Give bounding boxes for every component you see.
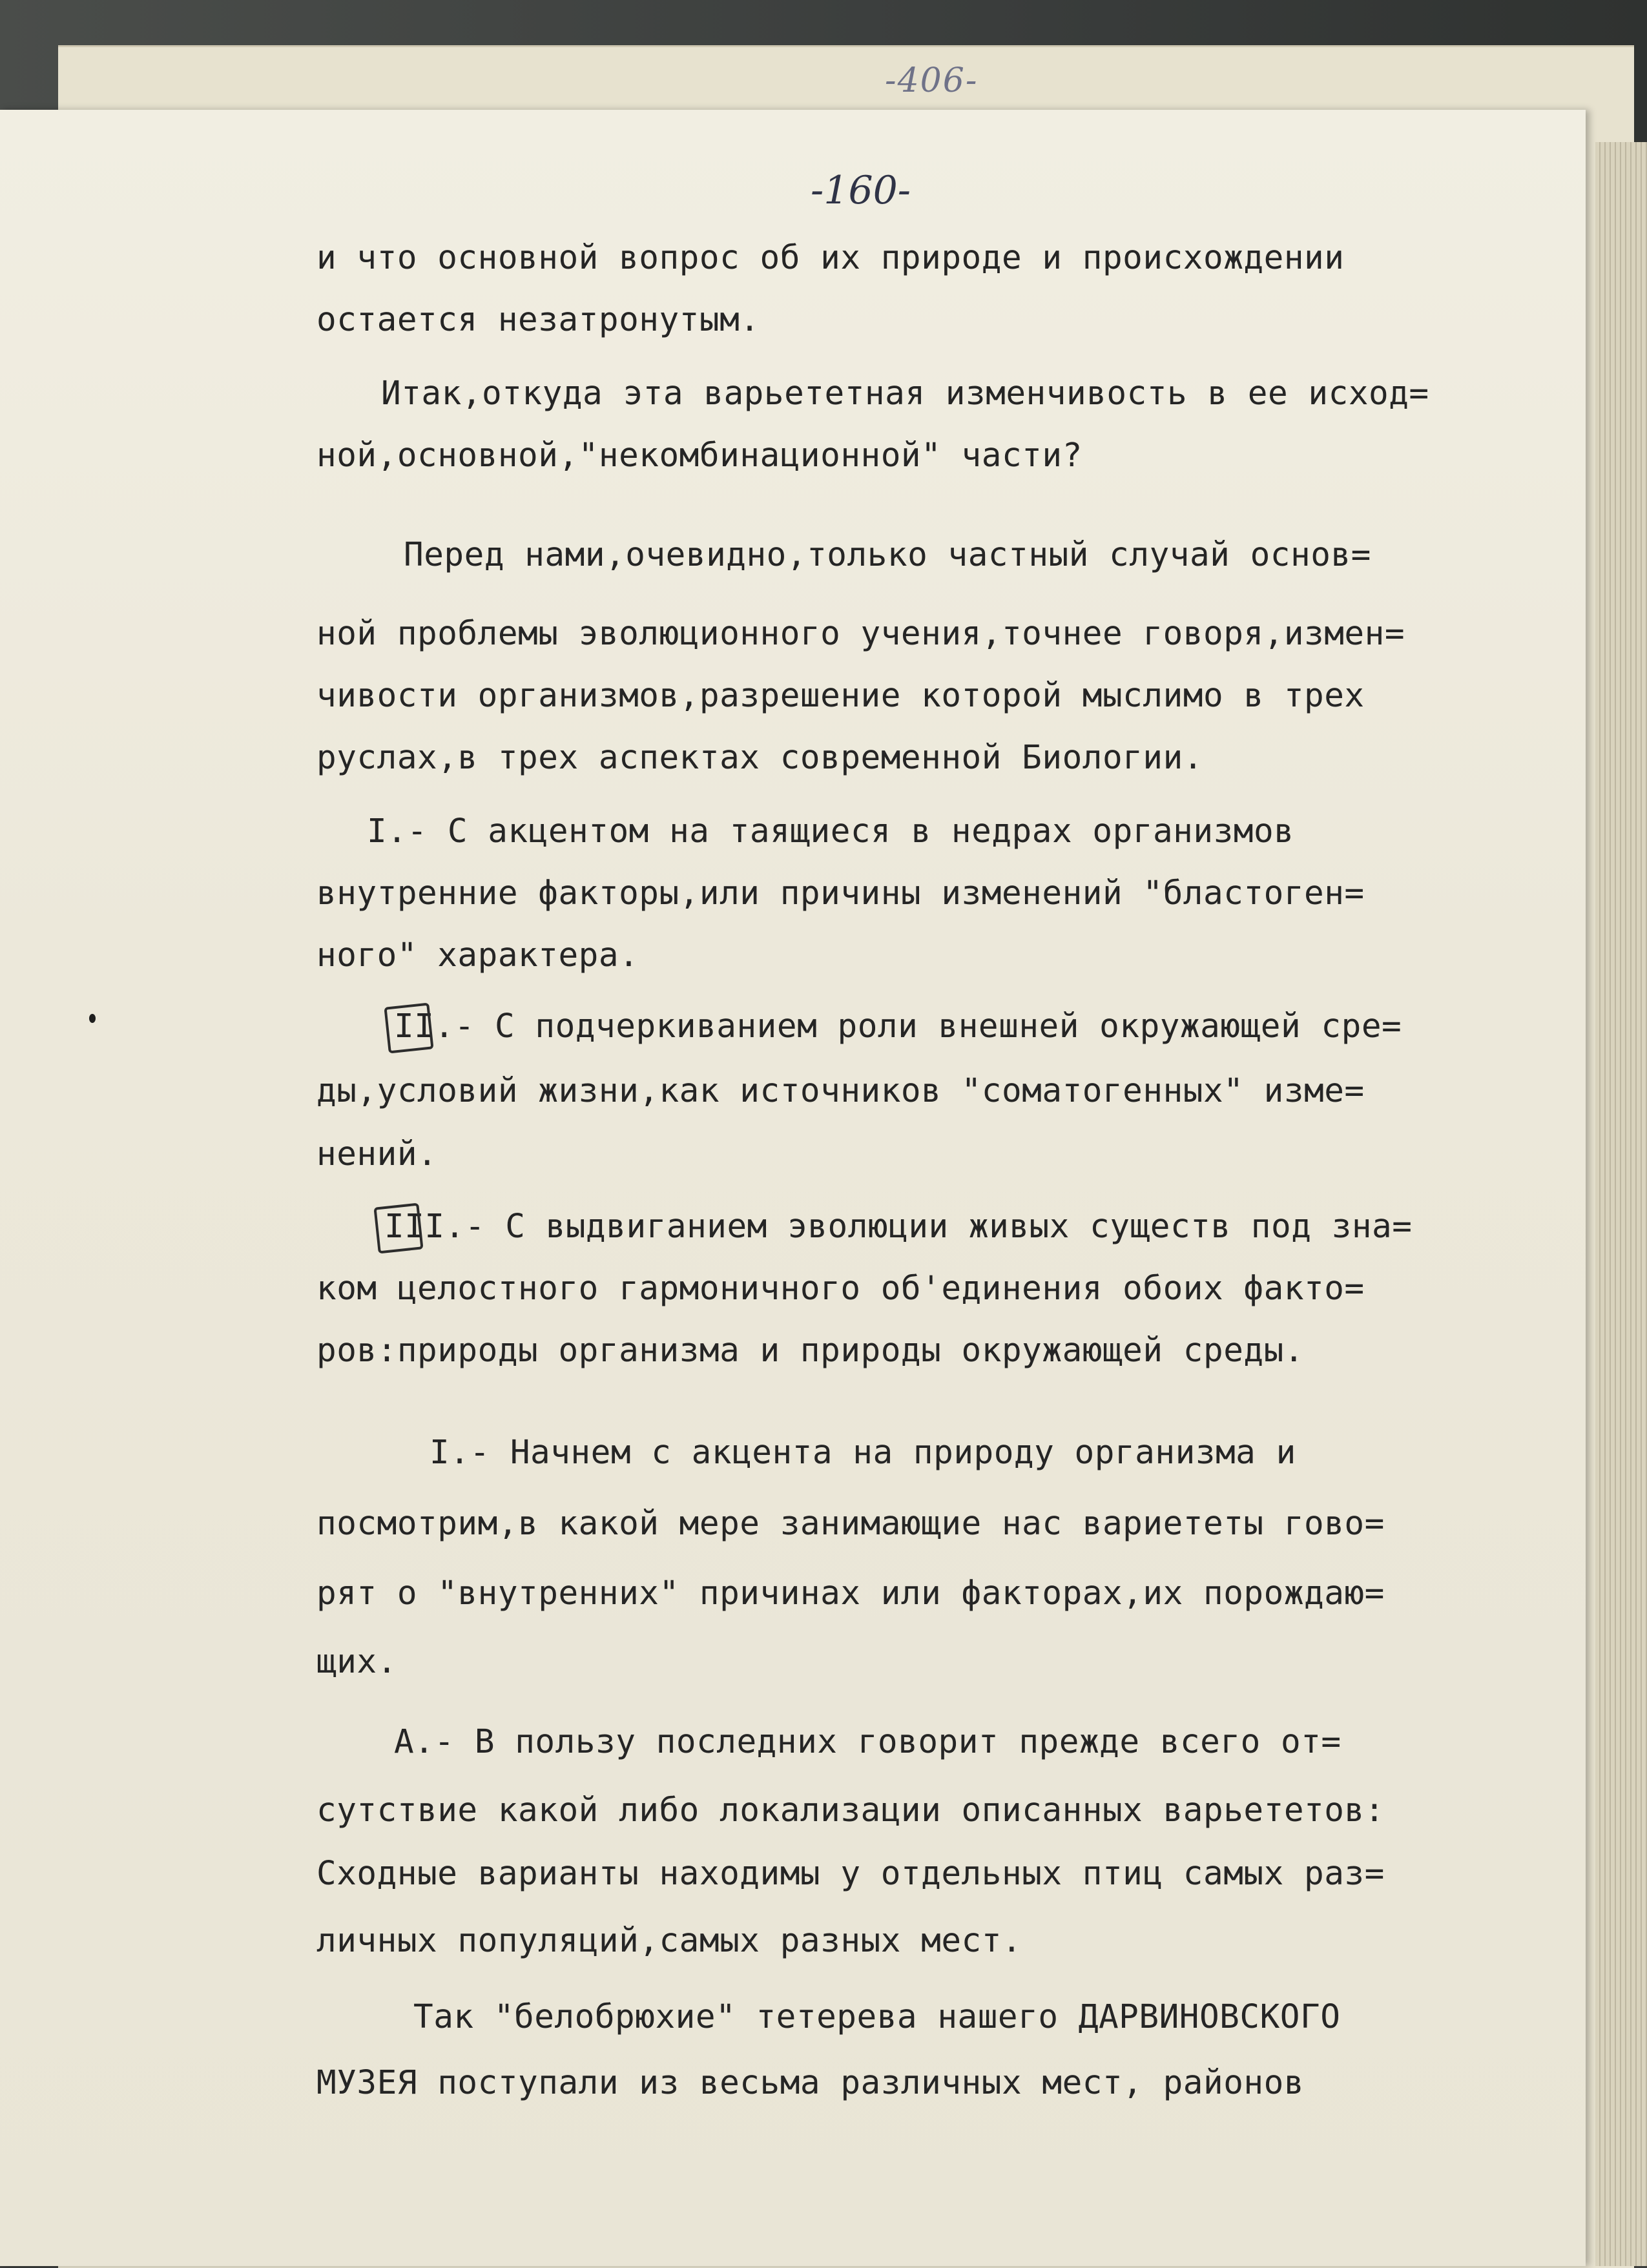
margin-ink-dot — [89, 1014, 96, 1023]
text-line: ного" характера. — [316, 936, 639, 974]
text-line: ды,условий жизни,как источников "соматогенных" изме= — [316, 1072, 1365, 1110]
text-line: Так "белобрюхие" тетерева нашего ДАРВИНОВСКОГО — [413, 1998, 1341, 2036]
text-line: щих. — [316, 1643, 397, 1681]
text-line: ной проблемы эволюционного учения,точнее говоря,измен= — [316, 615, 1405, 653]
handwritten-bracket-mark — [373, 1203, 423, 1254]
text-line: ров:природы организма и природы окружающей среды. — [316, 1332, 1305, 1370]
text-line: внутренние факторы,или причины изменений "бластоген= — [316, 874, 1365, 912]
text-line: личных популяций,самых разных мест. — [316, 1922, 1022, 1960]
text-line: II.- С подчеркиванием роли внешней окружающей сре= — [394, 1007, 1402, 1046]
handwritten-bracket-mark — [384, 1003, 433, 1054]
stacked-page-edges — [1595, 142, 1647, 2266]
text-line: остается незатронутым. — [316, 301, 760, 339]
text-line: и что основной вопрос об их природе и происхождении — [316, 239, 1345, 277]
text-line: Сходные варианты находимы у отдельных птиц самых раз= — [316, 1855, 1385, 1893]
text-line: МУЗЕЯ поступали из весьма различных мест, районов — [316, 2064, 1305, 2102]
text-line: ком целостного гармоничного об'единения обоих факто= — [316, 1270, 1365, 1308]
text-line: нений. — [316, 1135, 438, 1173]
text-line: I.- С акцентом на таящиеся в недрах организмов — [367, 812, 1294, 850]
text-line: посмотрим,в какой мере занимающие нас вариететы гово= — [316, 1505, 1385, 1543]
text-line: руслах,в трех аспектах современной Биологии. — [316, 739, 1204, 777]
text-line: сутствие какой либо локализации описанных варьететов: — [316, 1791, 1385, 1830]
text-line: А.- В пользу последних говорит прежде всего от= — [394, 1723, 1341, 1761]
text-line: чивости организмов,разрешение которой мыслимо в трех — [316, 677, 1365, 715]
text-line: III.- С выдвиганием эволюции живых существ под зна= — [384, 1208, 1413, 1246]
text-line: ной,основной,"некомбинационной" части? — [316, 437, 1082, 475]
page-number: -160- — [811, 168, 911, 213]
text-line: рят о "внутренних" причинах или факторах,их порождаю= — [316, 1574, 1385, 1613]
text-line: I.- Начнем с акцента на природу организма и — [430, 1434, 1296, 1472]
text-line: Перед нами,очевидно,только частный случай основ= — [404, 536, 1371, 574]
archive-sheet-number: -406- — [885, 61, 979, 100]
text-line: Итак,откуда эта варьететная изменчивость в ее исход= — [381, 375, 1429, 413]
